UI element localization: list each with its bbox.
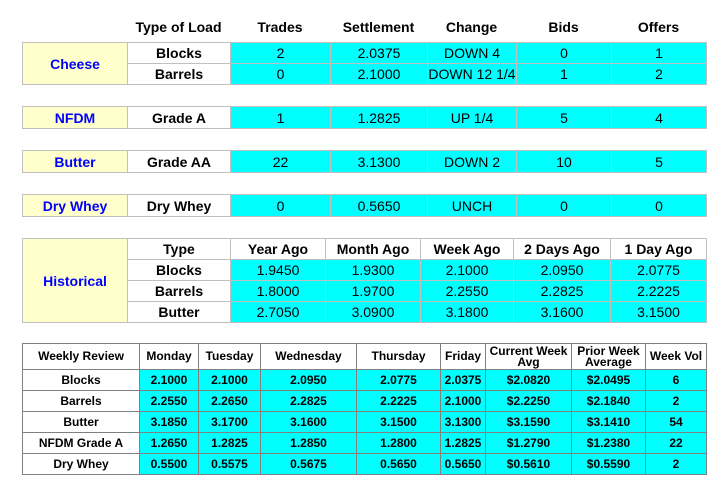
current-avg-value: $2.0820: [486, 370, 572, 391]
friday-value: 1.2825: [441, 433, 486, 454]
settlement-value: 2.0375: [331, 43, 428, 64]
change-value: UNCH: [428, 195, 517, 217]
hist-value: 1.9450: [231, 260, 326, 281]
hist-value: 1.9300: [326, 260, 421, 281]
thursday-value: 3.1500: [357, 412, 441, 433]
load-type: Grade A: [128, 107, 231, 129]
current-avg-value: $0.5610: [486, 454, 572, 475]
week-vol-value: 2: [646, 454, 707, 475]
monday-value: 3.1850: [140, 412, 199, 433]
monday-value: 1.2650: [140, 433, 199, 454]
weekly-col-monday: Monday: [140, 344, 199, 370]
week-vol-value: 22: [646, 433, 707, 454]
hist-col-week-ago: Week Ago: [421, 239, 514, 260]
load-type: Barrels: [128, 64, 231, 85]
weekly-col-wednesday: Wednesday: [261, 344, 357, 370]
hist-value: 1.8000: [231, 281, 326, 302]
monday-value: 2.1000: [140, 370, 199, 391]
historical-table: [22, 238, 707, 323]
load-type: Grade AA: [128, 151, 231, 173]
hist-value: 1.9700: [326, 281, 421, 302]
tuesday-value: 2.2650: [199, 391, 261, 412]
wednesday-value: 1.2850: [261, 433, 357, 454]
col-bids: Bids: [516, 16, 611, 38]
historical-label: Historical: [23, 239, 128, 323]
dry-whey-table: [22, 194, 707, 217]
settlement-value: 2.1000: [331, 64, 428, 85]
bids-value: 1: [517, 64, 612, 85]
thursday-value: 0.5650: [357, 454, 441, 475]
tuesday-value: 2.1000: [199, 370, 261, 391]
bids-value: 5: [517, 107, 612, 129]
friday-value: 3.1300: [441, 412, 486, 433]
dry-whey-label: Dry Whey: [23, 195, 128, 217]
offers-value: 2: [612, 64, 707, 85]
change-value: DOWN 2: [428, 151, 517, 173]
col-change: Change: [427, 16, 516, 38]
prior-avg-value: $2.1840: [572, 391, 646, 412]
tuesday-value: 3.1700: [199, 412, 261, 433]
trades-value: 1: [231, 107, 331, 129]
hist-value: 2.0775: [611, 260, 707, 281]
change-value: DOWN 12 1/4: [428, 64, 517, 85]
hist-type: Butter: [128, 302, 231, 323]
change-value: DOWN 4: [428, 43, 517, 64]
bids-value: 0: [517, 43, 612, 64]
load-type: Blocks: [128, 43, 231, 64]
current-avg-value: $3.1590: [486, 412, 572, 433]
table-row: [23, 391, 707, 412]
hist-value: 2.0950: [514, 260, 611, 281]
thursday-value: 2.2225: [357, 391, 441, 412]
hist-col-2-days-ago: 2 Days Ago: [514, 239, 611, 260]
offers-value: 4: [612, 107, 707, 129]
hist-value: 2.2225: [611, 281, 707, 302]
thursday-value: 2.0775: [357, 370, 441, 391]
prior-avg-value: $1.2380: [572, 433, 646, 454]
hist-value: 2.1000: [421, 260, 514, 281]
friday-value: 2.0375: [441, 370, 486, 391]
offers-value: 5: [612, 151, 707, 173]
weekly-col-tuesday: Tuesday: [199, 344, 261, 370]
monday-value: 0.5500: [140, 454, 199, 475]
thursday-value: 1.2800: [357, 433, 441, 454]
table-row: [23, 433, 707, 454]
prior-avg-value: $0.5590: [572, 454, 646, 475]
friday-value: 0.5650: [441, 454, 486, 475]
hist-col-1-day-ago: 1 Day Ago: [611, 239, 707, 260]
weekly-col-label: Weekly Review: [23, 344, 140, 370]
trades-value: 0: [231, 64, 331, 85]
load-type: Dry Whey: [128, 195, 231, 217]
col-type-of-load: Type of Load: [127, 16, 230, 38]
weekly-label: Blocks: [23, 370, 140, 391]
wednesday-value: 2.0950: [261, 370, 357, 391]
butter-table: [22, 150, 707, 173]
wednesday-value: 2.2825: [261, 391, 357, 412]
hist-col-month-ago: Month Ago: [326, 239, 421, 260]
market-header-row: [22, 16, 706, 38]
hist-value: 3.1800: [421, 302, 514, 323]
bids-value: 0: [517, 195, 612, 217]
weekly-col-current-week-avg: Current Week Avg: [486, 344, 572, 370]
weekly-label: Dry Whey: [23, 454, 140, 475]
weekly-label: NFDM Grade A: [23, 433, 140, 454]
wednesday-value: 0.5675: [261, 454, 357, 475]
table-row: [23, 412, 707, 433]
current-avg-value: $1.2790: [486, 433, 572, 454]
hist-value: 3.0900: [326, 302, 421, 323]
offers-value: 0: [612, 195, 707, 217]
weekly-label: Barrels: [23, 391, 140, 412]
table-row: [23, 370, 707, 391]
table-row: [23, 454, 707, 475]
settlement-value: 1.2825: [331, 107, 428, 129]
tuesday-value: 0.5575: [199, 454, 261, 475]
hist-col-year-ago: Year Ago: [231, 239, 326, 260]
col-settlement: Settlement: [330, 16, 427, 38]
col-trades: Trades: [230, 16, 330, 38]
trades-value: 2: [231, 43, 331, 64]
change-value: UP 1/4: [428, 107, 517, 129]
current-avg-value: $2.2250: [486, 391, 572, 412]
weekly-review-table: [22, 343, 707, 475]
weekly-label: Butter: [23, 412, 140, 433]
cheese-table: [22, 42, 707, 85]
weekly-col-thursday: Thursday: [357, 344, 441, 370]
hist-value: 3.1500: [611, 302, 707, 323]
bids-value: 10: [517, 151, 612, 173]
hist-col-type: Type: [128, 239, 231, 260]
week-vol-value: 6: [646, 370, 707, 391]
prior-avg-value: $3.1410: [572, 412, 646, 433]
friday-value: 2.1000: [441, 391, 486, 412]
hist-value: 3.1600: [514, 302, 611, 323]
weekly-col-prior-week-average: Prior Week Average: [572, 344, 646, 370]
hist-value: 2.2550: [421, 281, 514, 302]
week-vol-value: 2: [646, 391, 707, 412]
weekly-col-friday: Friday: [441, 344, 486, 370]
trades-value: 0: [231, 195, 331, 217]
nfdm-label: NFDM: [23, 107, 128, 129]
nfdm-table: [22, 106, 707, 129]
hist-type: Blocks: [128, 260, 231, 281]
tuesday-value: 1.2825: [199, 433, 261, 454]
hist-value: 2.2825: [514, 281, 611, 302]
monday-value: 2.2550: [140, 391, 199, 412]
week-vol-value: 54: [646, 412, 707, 433]
settlement-value: 3.1300: [331, 151, 428, 173]
wednesday-value: 3.1600: [261, 412, 357, 433]
settlement-value: 0.5650: [331, 195, 428, 217]
trades-value: 22: [231, 151, 331, 173]
offers-value: 1: [612, 43, 707, 64]
weekly-col-week-vol: Week Vol: [646, 344, 707, 370]
cheese-label: Cheese: [23, 43, 128, 85]
hist-value: 2.7050: [231, 302, 326, 323]
prior-avg-value: $2.0495: [572, 370, 646, 391]
butter-label: Butter: [23, 151, 128, 173]
hist-type: Barrels: [128, 281, 231, 302]
col-offers: Offers: [611, 16, 706, 38]
